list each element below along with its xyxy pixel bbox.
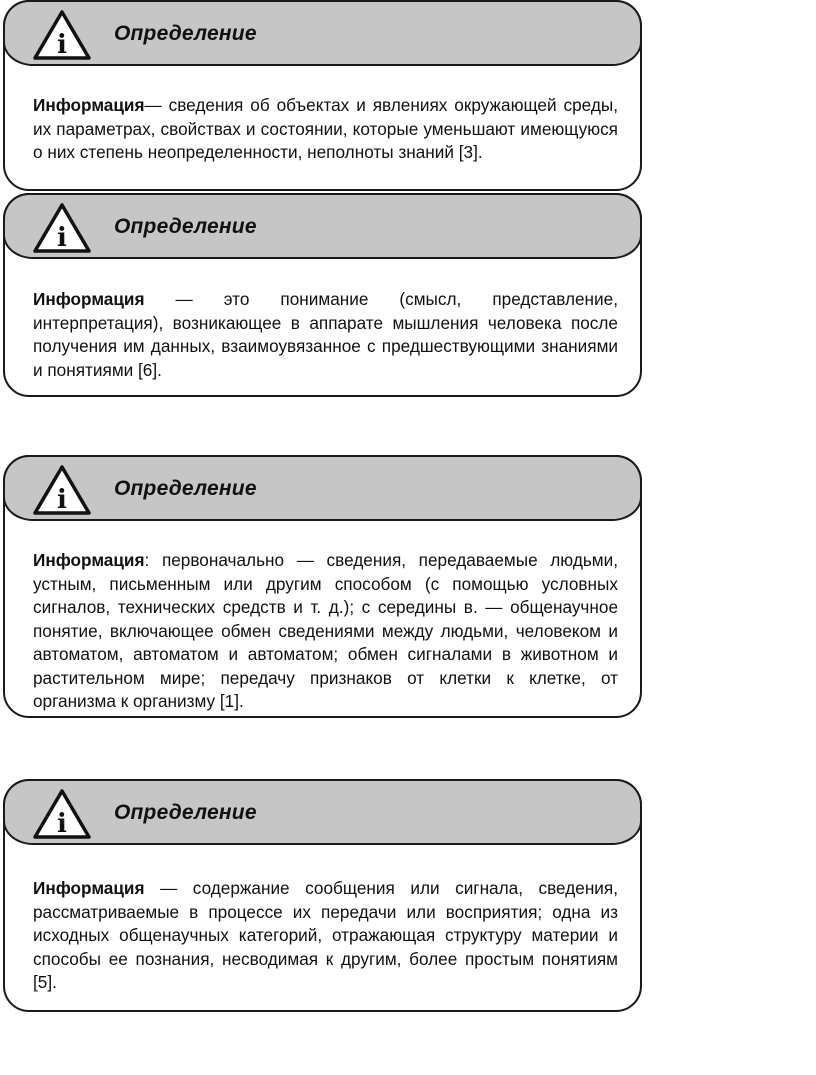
card-header [3, 0, 642, 66]
info-warning-triangle-icon [32, 202, 92, 254]
card-header [3, 193, 642, 259]
card-title: Определение [114, 801, 257, 824]
svg-text:i: i [57, 485, 67, 515]
svg-text:i: i [57, 223, 67, 253]
svg-text:i: i [57, 30, 67, 60]
card-body [33, 94, 618, 165]
definition-card [3, 0, 642, 191]
card-body [33, 549, 618, 714]
card-body [33, 877, 618, 995]
term: Информация [33, 95, 145, 115]
definition-card [3, 455, 642, 718]
definition-text: — это понимание (смысл, представление, интерпретация), возникающее в аппарате мышления человека после получения им данных, взаимоувязанное с предшествующими знаниями и понятиями [6]. [33, 289, 618, 380]
term: Информация [33, 289, 145, 309]
info-warning-triangle-icon [32, 9, 92, 61]
card-header [3, 455, 642, 521]
card-header [3, 779, 642, 845]
term: Информация [33, 550, 145, 570]
term: Информация [33, 878, 145, 898]
definition-card [3, 193, 642, 397]
definition-card [3, 779, 642, 1012]
info-warning-triangle-icon [32, 464, 92, 516]
card-body [33, 288, 618, 382]
definition-text: — сведения об объектах и явлениях окружающей среды, их параметрах, свойствах и состоянии, которые уменьшают имеющуюся о них степень неопределенности, неполноты знаний [3]. [33, 95, 618, 162]
svg-text:i: i [57, 809, 67, 839]
card-title: Определение [114, 215, 257, 238]
info-warning-triangle-icon [32, 788, 92, 840]
definition-text: — содержание сообщения или сигнала, сведения, рассматриваемые в процессе их передачи или восприятия; одна из исходных общенаучных категорий, отражающая структуру материи и способы ее познания, несводимая к другим, более простым понятиям [5]. [33, 878, 618, 992]
definition-text: : первоначально — сведения, передаваемые людьми, устным, письменным или другим способом (с помощью условных сигналов, технических средств и т. д.); с середины в. — общенаучное понятие, включающее обмен сведениями между людьми, человеком и автоматом, автоматом и автоматом; обмен сигналами в животном и растительном мире; передачу признаков от клетки к клетке, от организма к организму [1]. [33, 550, 618, 711]
card-title: Определение [114, 477, 257, 500]
card-title: Определение [114, 22, 257, 45]
